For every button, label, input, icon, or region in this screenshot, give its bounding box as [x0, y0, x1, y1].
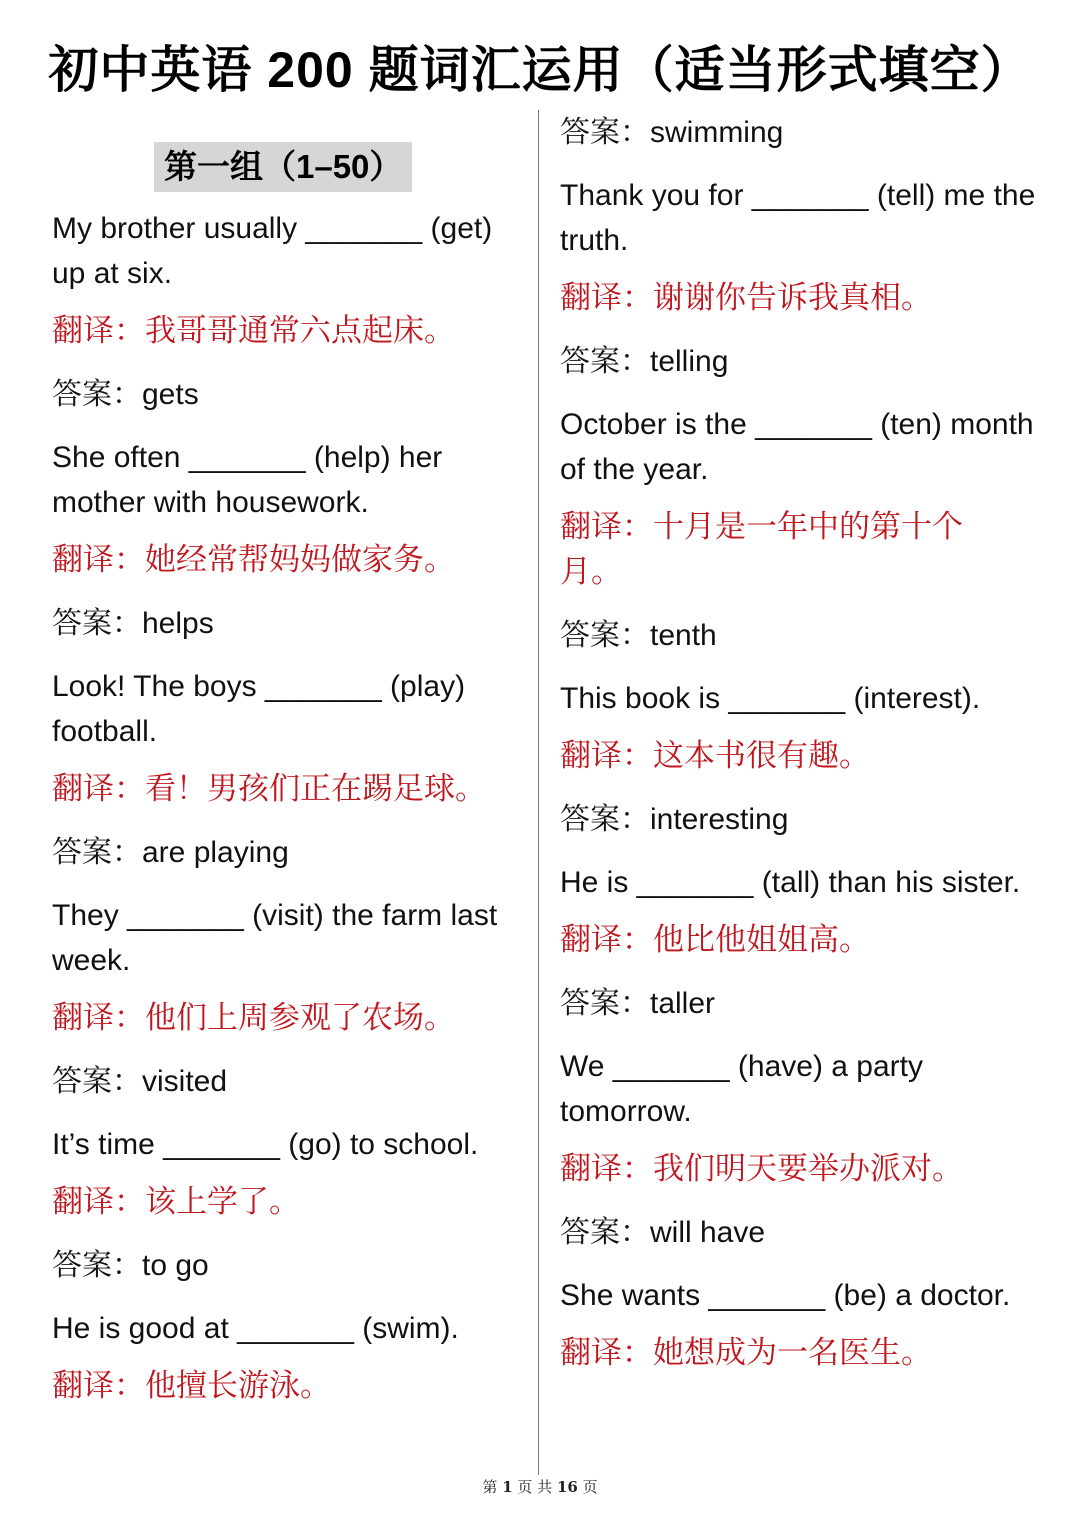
question-text: My brother usually _______ (get) up at six.: [52, 212, 493, 290]
question-text: She often _______ (help) her mother with housework.: [52, 441, 443, 519]
exercise-item: [560, 1273, 1040, 1375]
answer-text: 答案：will have: [560, 1216, 766, 1249]
left-column: [52, 110, 522, 1408]
exercise-item: [560, 676, 1040, 842]
translation-text: 翻译：十月是一年中的第十个月。: [560, 509, 963, 589]
translation-text: 翻译：这本书很有趣。: [560, 738, 870, 773]
page-number: 1: [502, 1478, 513, 1496]
exercise-item: [560, 402, 1040, 658]
right-column: [560, 110, 1040, 1375]
question-text: Look! The boys _______ (play) football.: [52, 670, 466, 748]
answer-text: 答案：interesting: [560, 803, 789, 836]
exercise-item: [560, 1044, 1040, 1255]
question-text: He is _______ (tall) than his sister.: [560, 866, 1021, 899]
group-heading: 第一组（1–50）: [154, 142, 412, 192]
question-text: We _______ (have) a party tomorrow.: [560, 1050, 924, 1128]
page-total: 16: [556, 1478, 578, 1496]
exercise-item: [560, 860, 1040, 1026]
footer-mid: 页 共: [512, 1478, 557, 1496]
translation-text: 翻译：我哥哥通常六点起床。: [52, 313, 455, 348]
footer-post: 页: [577, 1478, 598, 1496]
exercise-item: [52, 893, 522, 1104]
answer-text: 答案：helps: [52, 607, 214, 640]
answer-text: 答案：are playing: [52, 836, 289, 869]
exercise-item: [52, 206, 522, 417]
question-text: It’s time _______ (go) to school.: [52, 1128, 479, 1161]
translation-text: 翻译：他擅长游泳。: [52, 1368, 331, 1403]
translation-text: 翻译：我们明天要举办派对。: [560, 1151, 963, 1186]
question-text: She wants _______ (be) a doctor.: [560, 1279, 1011, 1312]
translation-text: 翻译：他们上周参观了农场。: [52, 1000, 455, 1035]
translation-text: 翻译：看！男孩们正在踢足球。: [52, 771, 486, 806]
question-text: Thank you for _______ (tell) me the truth.: [560, 179, 1036, 257]
question-text: They _______ (visit) the farm last week.: [52, 899, 498, 977]
translation-text: 翻译：该上学了。: [52, 1184, 300, 1219]
exercise-item: [52, 1122, 522, 1288]
answer-text: 答案：visited: [52, 1065, 228, 1098]
exercise-item: [52, 664, 522, 875]
answer-text: 答案：swimming: [560, 116, 784, 149]
page-footer: [0, 1476, 1080, 1497]
question-text: October is the _______ (ten) month of the year.: [560, 408, 1034, 486]
answer-text: 答案：taller: [560, 987, 716, 1020]
translation-text: 翻译：他比他姐姐高。: [560, 922, 870, 957]
question-text: He is good at _______ (swim).: [52, 1312, 459, 1345]
column-divider: [538, 110, 539, 1475]
translation-text: 翻译：她经常帮妈妈做家务。: [52, 542, 455, 577]
question-text: This book is _______ (interest).: [560, 682, 981, 715]
exercise-item: [52, 435, 522, 646]
answer-text: 答案：telling: [560, 345, 729, 378]
answer-text: 答案：tenth: [560, 619, 717, 652]
footer-pre: 第: [482, 1478, 503, 1496]
answer-text: 答案：gets: [52, 378, 199, 411]
translation-text: 翻译：她想成为一名医生。: [560, 1335, 932, 1370]
exercise-item: [52, 1306, 522, 1408]
exercise-item: [560, 173, 1040, 384]
page-title: 初中英语 200 题词汇运用（适当形式填空）: [48, 42, 1032, 98]
translation-text: 翻译：谢谢你告诉我真相。: [560, 280, 932, 315]
answer-text: 答案：to go: [52, 1249, 209, 1282]
